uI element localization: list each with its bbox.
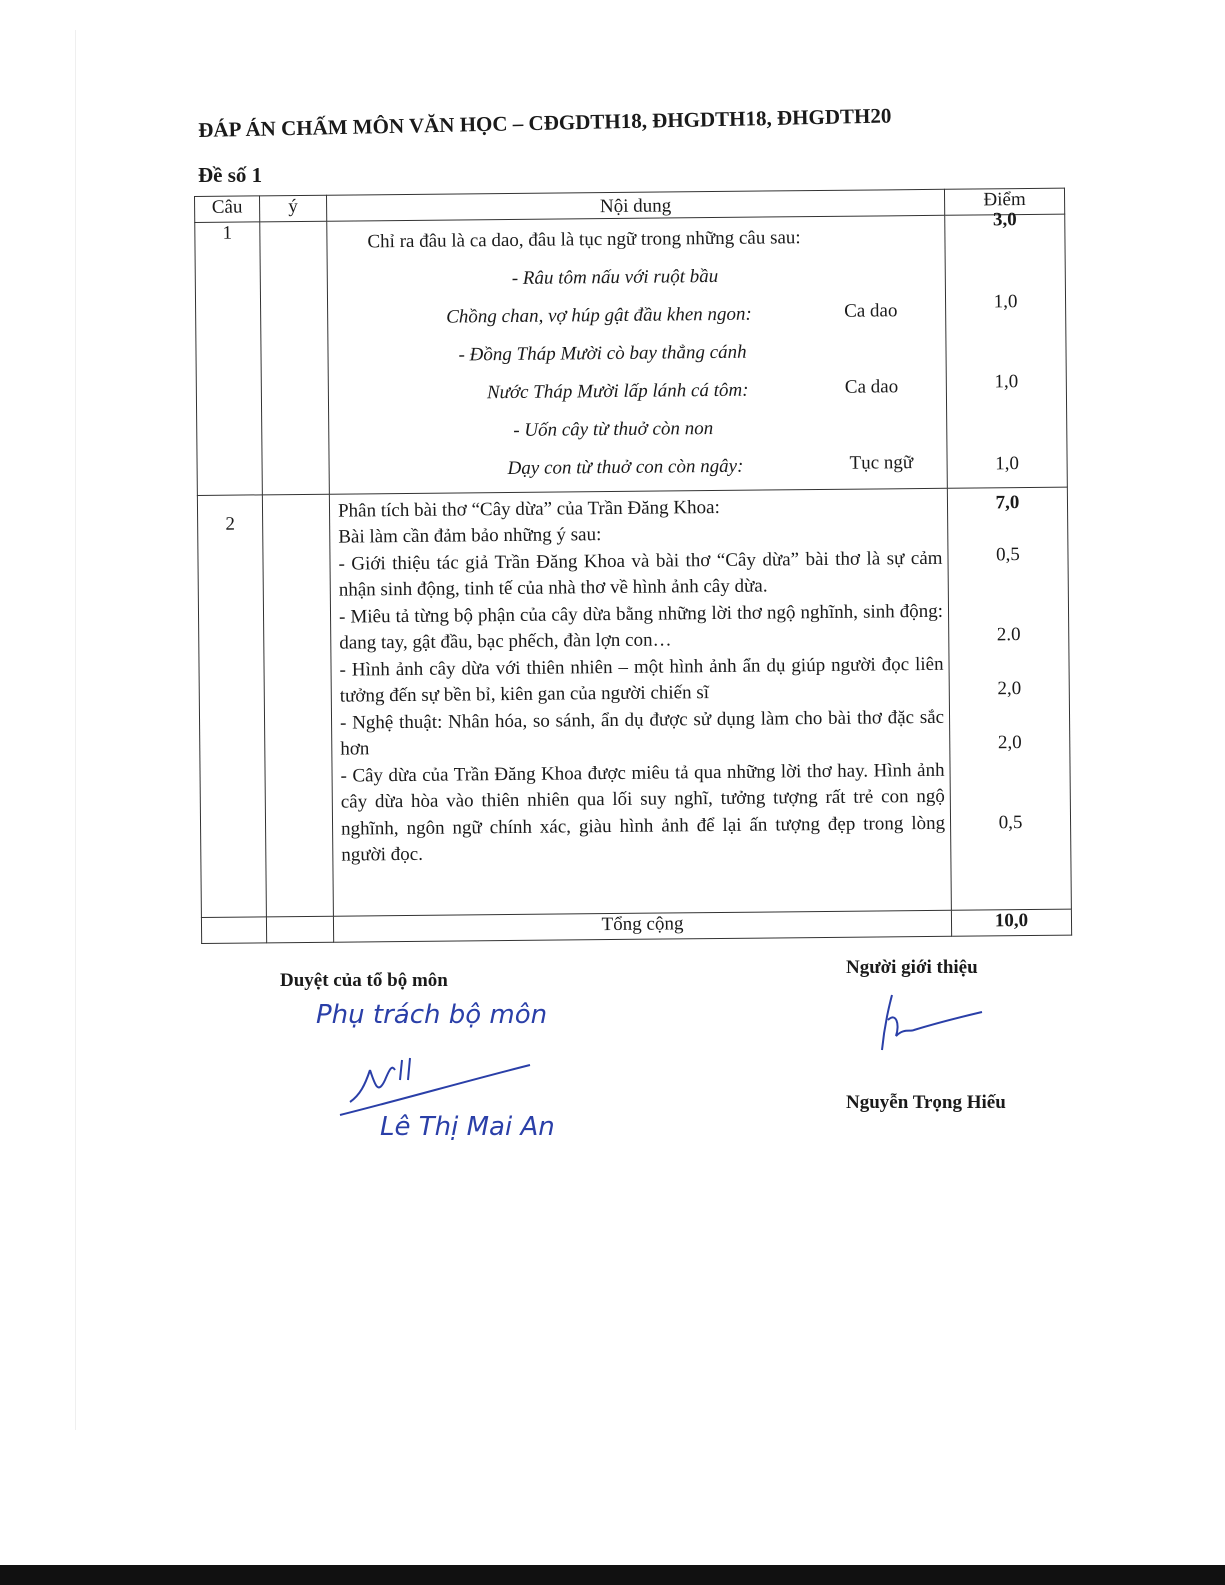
left-signature-title: Duyệt của tổ bộ môn (280, 970, 448, 991)
q2-number (197, 495, 266, 918)
q1-y (260, 221, 330, 494)
q2-score-1: 0,5 (996, 543, 1020, 566)
header-noi-dung: Nội dung (326, 189, 944, 221)
q2-number-text: 2 (225, 513, 236, 535)
header-y: ý (260, 195, 327, 222)
q1-score-1: 1,0 (993, 291, 1018, 313)
table-row-q2 (197, 487, 1071, 918)
document-subtitle: Đề số 1 (198, 163, 263, 187)
q2-paragraph-3: - Giới thiệu tác giả Trần Đăng Khoa và bài thơ “Cây dừa” bài thơ là sự cảm nhận sinh động, tinh tế của nhà thơ về hình ảnh cây dừa. (338, 547, 943, 601)
q1-answer-3: Tục ngữ (849, 452, 914, 474)
q1-intro: Chỉ ra đâu là ca dao, đâu là tục ngữ trong những câu sau: (367, 227, 801, 253)
header-diem: Điểm (944, 188, 1064, 215)
q2-scores (947, 487, 1071, 910)
q1-line-3: - Đồng Tháp Mười cò bay thẳng cánh (458, 341, 747, 366)
right-signature-mark (870, 990, 990, 1055)
right-signature-title: Người giới thiệu (846, 957, 978, 978)
q1-answer-2: Ca dao (844, 376, 899, 398)
total-score: 10,0 (951, 909, 1071, 936)
q1-line-6: Dạy con từ thuở con còn ngây: (507, 455, 744, 479)
q2-paragraph-5: - Hình ảnh cây dừa với thiên nhiên – một hình ảnh ẩn dụ giúp người đọc liên tưởng đến sự bền bỉ, kiên gan của người chiến sĩ (339, 653, 944, 707)
q2-score-4: 2,0 (997, 731, 1022, 754)
q1-content (327, 215, 948, 494)
q2-paragraph-4: - Miêu tả từng bộ phận của cây dừa bằng những lời thơ ngộ nghĩnh, sinh động: dang tay, gật đầu, bạc phếch, đàn lợn con… (338, 600, 944, 654)
q1-line-2: Chồng chan, vợ húp gật đầu khen ngon: (446, 303, 752, 328)
q2-paragraph-7: - Cây dừa của Trần Đăng Khoa được miêu tả qua những lời thơ hay. Hình ảnh cây dừa hòa vào thiên nhiên qua lối suy nghĩ, tưởng tượng rất trẻ con ngộ nghĩnh, ngôn ngữ chính xác, giàu hình ảnh để lại ấn tượng đẹp trong lòng người đọc. (340, 759, 946, 866)
q2-total-score: 7,0 (995, 491, 1020, 514)
q2-score-3: 2,0 (997, 677, 1022, 700)
right-signature-name: Nguyễn Trọng Hiếu (846, 1092, 1006, 1113)
q2-y (262, 494, 333, 917)
left-handwriting-name: Lê Thị Mai An (380, 1112, 555, 1142)
header-cau: Câu (195, 196, 260, 223)
q2-paragraph-2: Bài làm cần đảm bảo những ý sau: (338, 524, 602, 548)
q2-paragraph-6: - Nghệ thuật: Nhân hóa, so sánh, ẩn dụ được sử dụng làm cho bài thơ đặc sắc hơn (339, 706, 945, 760)
scan-bottom-border (0, 1565, 1225, 1585)
document-title: ĐÁP ÁN CHẤM MÔN VĂN HỌC – CĐGDTH18, ĐHGDTH18, ĐHGDTH20 (198, 103, 892, 142)
q1-number: 1 (195, 222, 263, 495)
left-handwriting-role: Phụ trách bộ môn (316, 1000, 548, 1030)
grading-table (194, 188, 1067, 944)
total-cau (201, 917, 266, 944)
q1-answer-1: Ca dao (844, 300, 898, 322)
scan-edge (75, 30, 76, 1430)
q1-scores (945, 209, 1068, 488)
q1-score-3: 1,0 (995, 453, 1020, 475)
q1-line-5: - Uốn cây từ thuở còn non (513, 417, 714, 441)
q2-content (329, 488, 951, 916)
total-label: Tổng cộng (333, 910, 951, 942)
total-y (266, 916, 333, 943)
q1-total-score: 3,0 (992, 209, 1017, 231)
q1-line-4: Nước Tháp Mười lấp lánh cá tôm: (486, 379, 749, 404)
table-row-q1 (195, 214, 1068, 495)
q1-score-2: 1,0 (994, 371, 1019, 393)
q2-score-5: 0,5 (998, 811, 1023, 834)
q1-line-1: - Râu tôm nấu với ruột bầu (511, 265, 719, 289)
q2-score-2: 2.0 (996, 623, 1021, 646)
q2-paragraph-1: Phân tích bài thơ “Cây dừa” của Trần Đăng Khoa: (337, 496, 720, 522)
